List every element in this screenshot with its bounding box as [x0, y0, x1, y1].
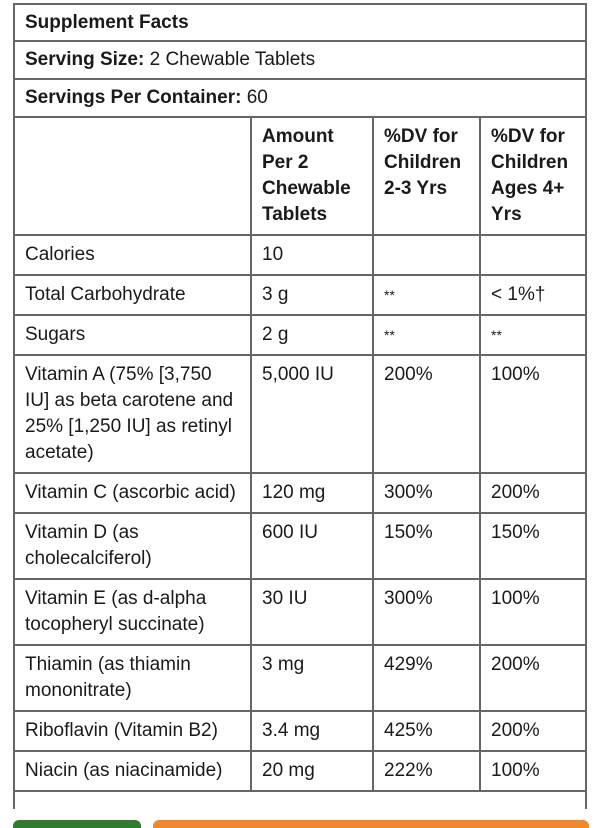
nutrient-dv-2-3: 300% [373, 579, 480, 645]
nutrient-name: Calories [15, 235, 251, 275]
serving-size-row [15, 42, 585, 80]
nutrient-dv-4-plus: 200% [480, 645, 585, 711]
nutrient-dv-4-plus: 100% [480, 751, 585, 791]
nutrient-dv-4-plus: 100% [480, 579, 585, 645]
table-row [15, 751, 585, 791]
nutrient-amount: 20 mg [251, 751, 373, 791]
serving-size-label: Serving Size: [25, 49, 145, 70]
nutrient-name: Sugars [15, 315, 251, 355]
table-row [15, 315, 585, 355]
nutrient-dv-2-3: 222% [373, 751, 480, 791]
supplement-facts-panel [13, 3, 587, 809]
nutrient-dv-2-3: 300% [373, 473, 480, 513]
table-row [15, 645, 585, 711]
nutrient-amount: 3 mg [251, 645, 373, 711]
nutrient-name: Vitamin A (75% [3,750 IU] as beta carotene and 25% [1,250 IU] as retinyl acetate) [15, 355, 251, 473]
header-dv-children-2-3: %DV for Children 2-3 Yrs [373, 118, 480, 235]
table-row [15, 711, 585, 751]
nutrient-table [15, 118, 585, 792]
table-header-row [15, 118, 585, 235]
header-dv-children-4-plus: %DV for Children Ages 4+ Yrs [480, 118, 585, 235]
nutrient-amount: 3.4 mg [251, 711, 373, 751]
nutrient-dv-4-plus: ** [480, 315, 585, 355]
nutrient-dv-2-3: 150% [373, 513, 480, 579]
table-row [15, 275, 585, 315]
nutrient-dv-2-3: ** [373, 315, 480, 355]
nutrient-dv-4-plus [480, 235, 585, 275]
nutrient-name: Vitamin E (as d-alpha tocopheryl succinate) [15, 579, 251, 645]
nutrient-name: Vitamin C (ascorbic acid) [15, 473, 251, 513]
nutrient-dv-2-3: 200% [373, 355, 480, 473]
header-nutrient [15, 118, 251, 235]
supplement-facts-title: Supplement Facts [15, 5, 585, 42]
servings-per-container-value: 60 [246, 87, 268, 108]
servings-per-container-row [15, 80, 585, 118]
table-row [15, 235, 585, 275]
nutrient-dv-2-3: ** [373, 275, 480, 315]
nutrient-amount: 600 IU [251, 513, 373, 579]
nutrient-amount: 3 g [251, 275, 373, 315]
nutrient-dv-2-3: 429% [373, 645, 480, 711]
servings-per-container-label: Servings Per Container: [25, 87, 242, 108]
nutrient-name: Thiamin (as thiamin mononitrate) [15, 645, 251, 711]
nutrient-amount: 10 [251, 235, 373, 275]
nutrient-amount: 120 mg [251, 473, 373, 513]
nutrient-dv-4-plus: 200% [480, 473, 585, 513]
green-action-button[interactable] [13, 820, 141, 828]
nutrient-name: Vitamin D (as cholecalciferol) [15, 513, 251, 579]
table-row [15, 513, 585, 579]
nutrient-dv-4-plus: 200% [480, 711, 585, 751]
serving-size-value: 2 Chewable Tablets [149, 49, 316, 70]
nutrient-dv-4-plus: 150% [480, 513, 585, 579]
nutrient-amount: 30 IU [251, 579, 373, 645]
table-row [15, 579, 585, 645]
nutrient-dv-4-plus: 100% [480, 355, 585, 473]
nutrient-amount: 5,000 IU [251, 355, 373, 473]
table-row [15, 473, 585, 513]
nutrient-dv-4-plus: < 1%† [480, 275, 585, 315]
nutrient-name: Niacin (as niacinamide) [15, 751, 251, 791]
nutrient-dv-2-3 [373, 235, 480, 275]
header-amount: Amount Per 2 Chewable Tablets [251, 118, 373, 235]
nutrient-name: Riboflavin (Vitamin B2) [15, 711, 251, 751]
orange-action-button[interactable] [153, 820, 589, 828]
nutrient-amount: 2 g [251, 315, 373, 355]
nutrient-dv-2-3: 425% [373, 711, 480, 751]
nutrient-name: Total Carbohydrate [15, 275, 251, 315]
table-row [15, 355, 585, 473]
